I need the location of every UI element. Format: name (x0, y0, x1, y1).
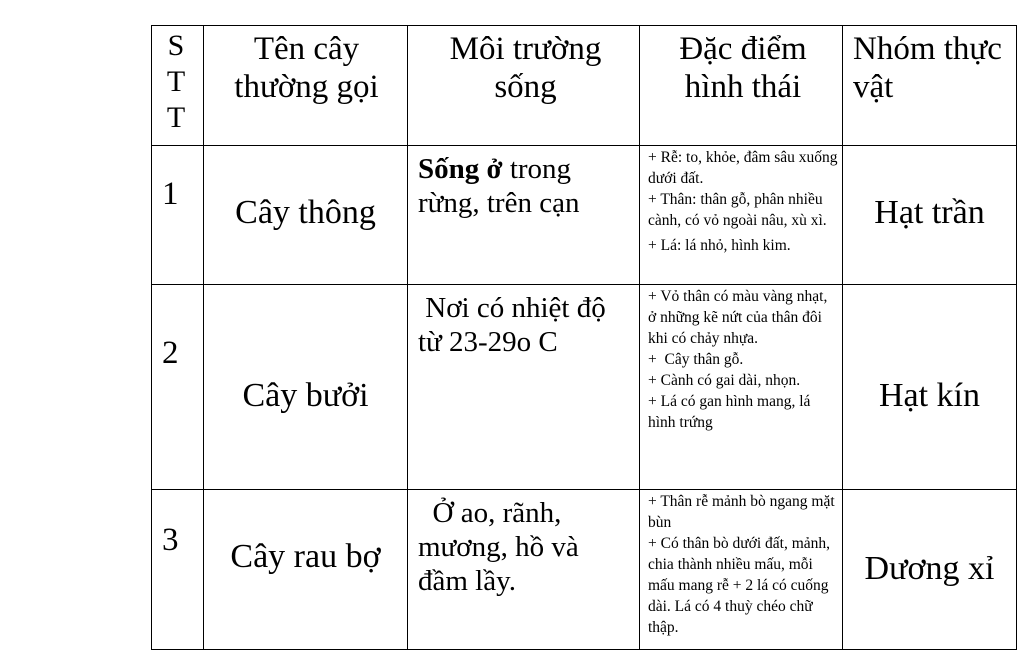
plant-name: Cây rau bợ (230, 538, 381, 575)
features-cell (640, 490, 843, 650)
plant-name-cell (204, 285, 408, 490)
header-stt-cell (152, 26, 204, 146)
features-list (640, 146, 842, 256)
plant-group: Dương xỉ (864, 550, 995, 587)
habitat-text: Ở ao, rãnh, mương, hồ và đầm lầy. (418, 497, 586, 597)
row-number-cell (152, 146, 204, 285)
habitat-text (408, 146, 639, 220)
header-features: Đặc điểm hình thái (679, 31, 807, 105)
features-list (640, 490, 842, 638)
plant-group-cell (843, 490, 1017, 650)
features-cell (640, 285, 843, 490)
plant-name: Cây bưởi (242, 377, 369, 414)
plant-name: Cây thông (235, 194, 376, 231)
feature-item: + Cành có gai dài, nhọn. (648, 372, 801, 389)
feature-item: + Lá: lá nhỏ, hình kim. (648, 237, 791, 254)
header-group-cell (843, 26, 1017, 146)
row-number: 1 (162, 176, 179, 212)
habitat-cell (408, 285, 640, 490)
habitat-rest-text: trong rừng, trên cạn (418, 153, 580, 219)
row-number-cell (152, 285, 204, 490)
feature-item: + Thân rễ mảnh bò ngang mặt bùn (648, 493, 835, 531)
habitat-bold-text: Sống ở (418, 153, 503, 185)
table-row (152, 490, 1017, 650)
header-group: Nhóm thực vật (853, 31, 1002, 105)
habitat-cell (408, 146, 640, 285)
plant-group: Hạt trần (874, 194, 985, 231)
row-number: 3 (162, 522, 179, 558)
table-header-row (152, 26, 1017, 146)
header-name-cell (204, 26, 408, 146)
plant-group-cell (843, 146, 1017, 285)
header-name: Tên cây thường gọi (234, 31, 379, 105)
feature-item: + Thân: thân gỗ, phân nhiều cành, có vỏ ngoài nâu, xù xì. (648, 191, 827, 229)
table-row (152, 146, 1017, 285)
feature-item: + Cây thân gỗ. (648, 351, 744, 368)
plant-classification-table (151, 25, 1017, 650)
row-number-cell (152, 490, 204, 650)
row-number: 2 (162, 335, 179, 371)
habitat-cell (408, 490, 640, 650)
header-habitat: Môi trường sống (449, 31, 602, 105)
features-cell (640, 146, 843, 285)
table-row (152, 285, 1017, 490)
header-habitat-cell (408, 26, 640, 146)
feature-item: + Vỏ thân có màu vàng nhạt, ở những kẽ nứt của thân đôi khi có chảy nhựa. (648, 288, 828, 347)
features-list (640, 285, 842, 433)
plant-name-cell (204, 490, 408, 650)
feature-item: + Có thân bò dưới đất, mảnh, chia thành nhiều mấu, mỗi mấu mang rễ + 2 lá có cuống dài. Lá có 4 thuỳ chéo chữ thập. (648, 535, 831, 636)
plant-group: Hạt kín (878, 377, 981, 414)
habitat-text: Nơi có nhiệt độ từ 23-29o C (418, 292, 613, 358)
feature-item: + Lá có gan hình mang, lá hình trứng (648, 393, 811, 431)
header-stt: STT (166, 29, 186, 134)
feature-item: + Rễ: to, khỏe, đâm sâu xuống dưới đất. (648, 149, 838, 187)
plant-name-cell (204, 146, 408, 285)
plant-group-cell (843, 285, 1017, 490)
header-features-cell (640, 26, 843, 146)
